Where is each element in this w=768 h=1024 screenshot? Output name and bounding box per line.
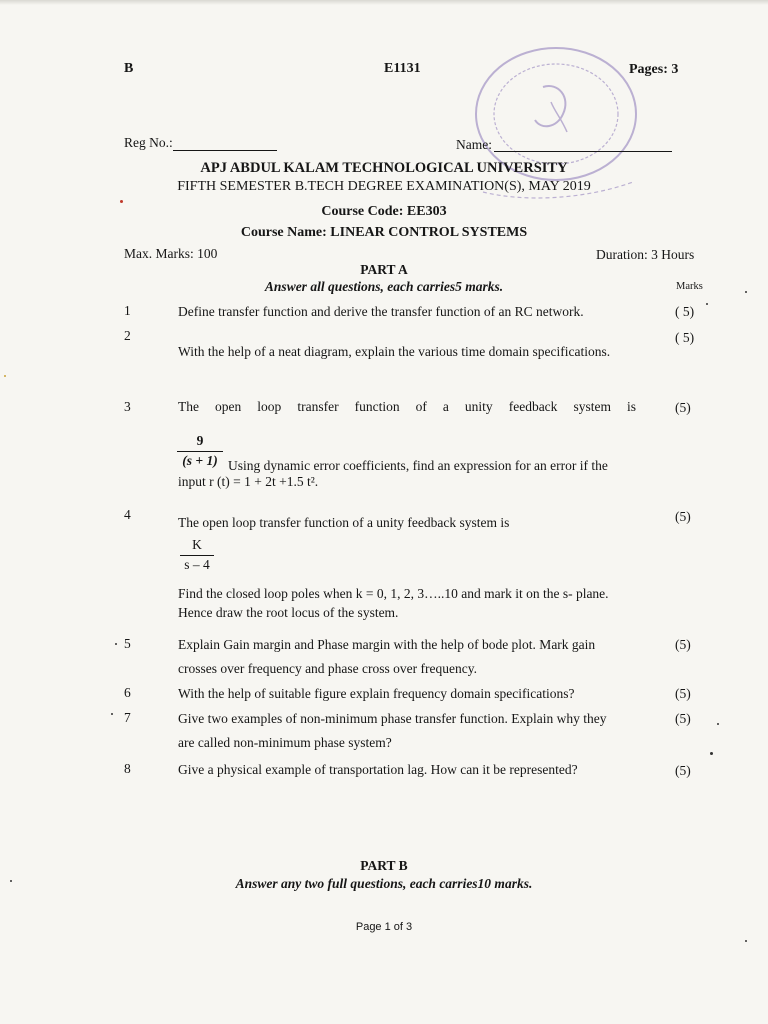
scan-top-edge	[0, 0, 768, 5]
reg-no-label: Reg No.:	[124, 135, 173, 150]
question-number: 5	[124, 636, 131, 651]
fraction-numerator: K	[192, 537, 202, 552]
question-marks: ( 5)	[675, 330, 695, 345]
course-code: Course Code: EE303	[321, 204, 447, 219]
question-text: Define transfer function and derive the transfer function of an RC network.	[178, 304, 584, 319]
question-marks: (5)	[675, 763, 691, 778]
paper-code: E1131	[384, 61, 421, 76]
fraction-denominator: (s + 1)	[182, 453, 218, 468]
question-text-line2: Find the closed loop poles when k = 0, 1, 2, 3…..10 and mark it on the s- plane.	[178, 586, 609, 601]
scan-speck	[745, 940, 747, 942]
question-text-line3: input r (t) = 1 + 2t +1.5 t².	[178, 474, 319, 489]
question-number: 7	[124, 710, 131, 725]
question-text-line2: crosses over frequency and phase cross over frequency.	[178, 661, 477, 676]
university-name: APJ ABDUL KALAM TECHNOLOGICAL UNIVERSITY	[200, 160, 568, 176]
question-marks: ( 5)	[675, 304, 695, 319]
question-text: Give a physical example of transportation lag. How can it be represented?	[178, 762, 578, 777]
question-text: The open loop transfer function of a unity feedback system is	[178, 399, 636, 414]
scan-speck	[4, 375, 6, 377]
scan-speck	[717, 723, 719, 725]
fraction-bar	[180, 555, 214, 556]
transfer-function-fraction	[180, 537, 214, 573]
question-number: 4	[124, 507, 131, 522]
fraction-numerator: 9	[196, 433, 204, 448]
question-text: Explain Gain margin and Phase margin with the help of bode plot. Mark gain	[178, 637, 596, 652]
question-text: With the help of a neat diagram, explain the various time domain specifications.	[178, 344, 611, 359]
question-number: 1	[124, 303, 131, 318]
question-number: 6	[124, 685, 131, 700]
scan-speck	[10, 880, 12, 882]
scan-speck	[111, 713, 113, 715]
max-marks: Max. Marks: 100	[124, 246, 218, 261]
fraction-denominator: s – 4	[184, 557, 210, 572]
question-text: The open loop transfer function of a unity feedback system is	[178, 515, 510, 530]
question-marks: (5)	[675, 637, 691, 652]
marks-heading: Marks	[676, 281, 703, 292]
part-b-title: PART B	[360, 858, 408, 873]
question-number: 8	[124, 761, 131, 776]
question-marks: (5)	[675, 509, 691, 524]
question-text-line3: Hence draw the root locus of the system.	[178, 605, 399, 620]
question-text: Give two examples of non-minimum phase transfer function. Explain why they	[178, 711, 607, 726]
pages-count: Pages: 3	[629, 62, 679, 77]
scan-speck	[115, 643, 117, 645]
part-a-instruction: Answer all questions, each carries5 marks.	[264, 279, 504, 294]
exam-title: FIFTH SEMESTER B.TECH DEGREE EXAMINATION(S), MAY 2019	[177, 179, 591, 194]
question-text: With the help of suitable figure explain frequency domain specifications?	[178, 686, 575, 701]
question-text-line2: Using dynamic error coefficients, find an expression for an error if the	[228, 458, 608, 473]
part-a-title: PART A	[360, 262, 408, 277]
course-name: Course Name: LINEAR CONTROL SYSTEMS	[240, 225, 528, 240]
name-label: Name:	[456, 137, 492, 152]
scan-speck	[120, 200, 123, 203]
question-marks: (5)	[675, 400, 691, 415]
question-marks: (5)	[675, 711, 691, 726]
name-field	[494, 151, 672, 152]
question-number: 3	[124, 399, 131, 414]
page-footer: Page 1 of 3	[355, 921, 413, 933]
scan-speck	[710, 752, 713, 755]
question-marks: (5)	[675, 686, 691, 701]
series-label: B	[124, 61, 134, 76]
transfer-function-fraction	[177, 433, 223, 469]
scan-speck	[706, 303, 708, 305]
scan-speck	[745, 291, 747, 293]
fraction-bar	[177, 451, 223, 452]
question-number: 2	[124, 328, 131, 343]
duration: Duration: 3 Hours	[596, 247, 695, 262]
part-b-instruction: Answer any two full questions, each carries10 marks.	[235, 876, 533, 891]
question-text-line2: are called non-minimum phase system?	[178, 735, 392, 750]
reg-no-field	[173, 150, 277, 151]
